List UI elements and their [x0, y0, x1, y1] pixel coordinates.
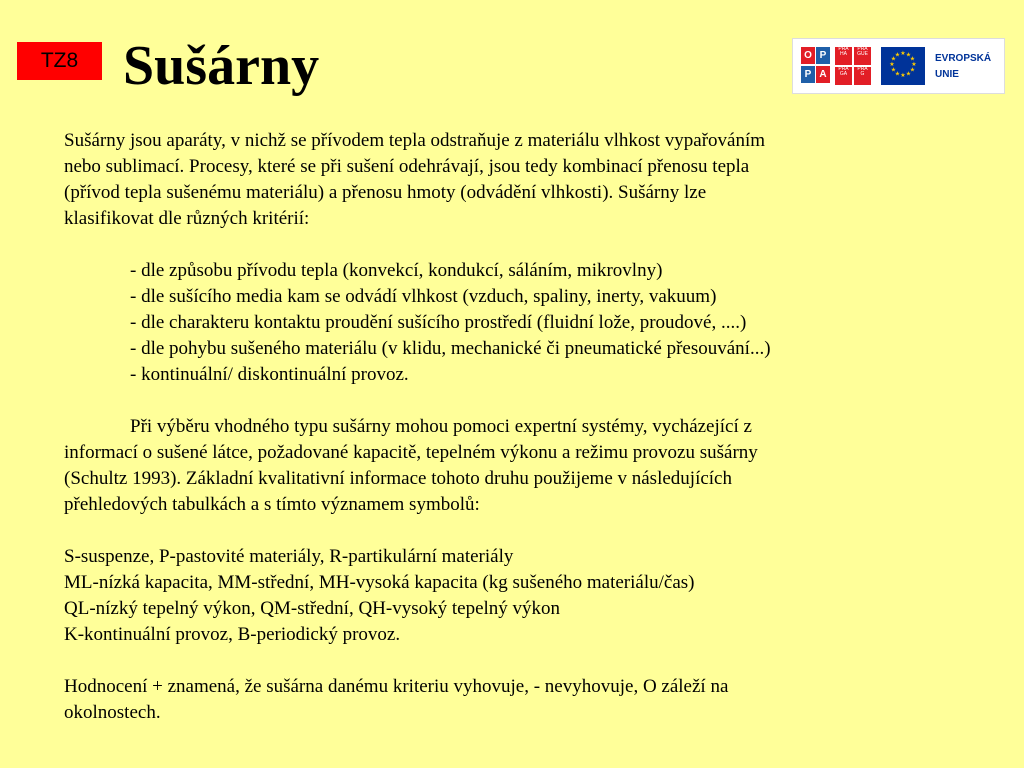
text-line: klasifikovat dle různých kritérií: — [64, 208, 310, 229]
oppa-letter: O — [801, 47, 815, 64]
svg-text:★: ★ — [911, 61, 917, 68]
svg-text:★: ★ — [889, 61, 895, 68]
text-line: informací o sušené látce, požadované kapacitě, tepelném výkonu a režimu provozu sušárny — [64, 442, 758, 463]
praha-text: G — [860, 70, 865, 77]
slide-body — [64, 128, 894, 726]
criteria-list — [64, 258, 894, 388]
text-line: Při výběru vhodného typu sušárny mohou pomoci expertní systémy, vycházející z — [130, 416, 752, 437]
symbol-legend-line: ML-nízká kapacita, MM-střední, MH-vysoká kapacita (kg sušeného materiálu/čas) — [64, 572, 695, 593]
text-line: Sušárny jsou aparáty, v nichž se přívodem tepla odstraňuje z materiálu vlhkost vypařováním — [64, 130, 766, 151]
svg-text:★: ★ — [890, 66, 897, 74]
text-line: (přívod tepla sušenému materiálu) a přenosu hmoty (odvádění vlhkosti). Sušárny lze — [64, 182, 707, 203]
svg-text:★: ★ — [894, 70, 901, 78]
criteria-item: - dle způsobu přívodu tepla (konvekcí, kondukcí, sáláním, mikrovlny) — [130, 260, 663, 281]
text-line: okolnostech. — [64, 702, 161, 723]
svg-text:★: ★ — [890, 55, 897, 63]
svg-text:★: ★ — [909, 66, 916, 74]
oppa-letter: A — [816, 66, 830, 83]
criteria-item: - kontinuální/ diskontinuální provoz. — [130, 364, 409, 385]
slide-title: Sušárny — [123, 35, 320, 97]
oppa-logo — [801, 47, 831, 85]
svg-text:★: ★ — [909, 55, 916, 63]
text-line: přehledových tabulkách a s tímto významem symbolů: — [64, 494, 480, 515]
praha-text: PRA — [838, 66, 849, 72]
slide-number-badge: TZ8 — [17, 42, 102, 80]
praha-text: PRA — [857, 66, 868, 72]
praha-text: PRA — [857, 46, 868, 52]
oppa-letter: P — [801, 66, 815, 83]
criteria-item: - dle charakteru kontaktu proudění sušícího prostředí (fluidní lože, proudové, ....) — [130, 312, 747, 333]
text-line: Hodnocení + znamená, že sušárna danému kriteriu vyhovuje, - nevyhovuje, O záleží na — [64, 676, 729, 697]
symbol-legend-line: S-suspenze, P-pastovité materiály, R-partikulární materiály — [64, 546, 514, 567]
praha-logo — [835, 47, 871, 85]
praha-text: GA — [839, 70, 848, 77]
svg-text:★: ★ — [894, 51, 901, 59]
criteria-item: - dle pohybu sušeného materiálu (v klidu, mechanické či pneumatické přesouvání...) — [130, 338, 771, 359]
eu-label-line: UNIE — [935, 69, 959, 80]
eu-label-line: EVROPSKÁ — [935, 53, 992, 64]
praha-text: GUE — [857, 50, 868, 57]
oppa-letter: P — [816, 47, 830, 64]
eu-flag-icon — [881, 47, 925, 85]
text-line: (Schultz 1993). Základní kvalitativní informace tohoto druhu použijeme v následujících — [64, 468, 732, 489]
svg-text:★: ★ — [905, 51, 912, 59]
praha-text: HA — [840, 50, 847, 57]
praha-text: PRA — [838, 46, 849, 52]
svg-text:★: ★ — [900, 72, 906, 79]
text-line: nebo sublimací. Procesy, které se při sušení odehrávají, jsou tedy kombinací přenosu tepla — [64, 156, 750, 177]
svg-text:★: ★ — [905, 70, 912, 78]
criteria-item: - dle sušícího media kam se odvádí vlhkost (vzduch, spaliny, inerty, vakuum) — [130, 286, 717, 307]
eu-label — [935, 51, 991, 83]
oppa-eu-logo — [792, 38, 1005, 94]
symbol-legend-line: K-kontinuální provoz, B-periodický provoz. — [64, 624, 401, 645]
symbol-legend-line: QL-nízký tepelný výkon, QM-střední, QH-vysoký tepelný výkon — [64, 598, 561, 619]
svg-text:★: ★ — [900, 50, 906, 57]
